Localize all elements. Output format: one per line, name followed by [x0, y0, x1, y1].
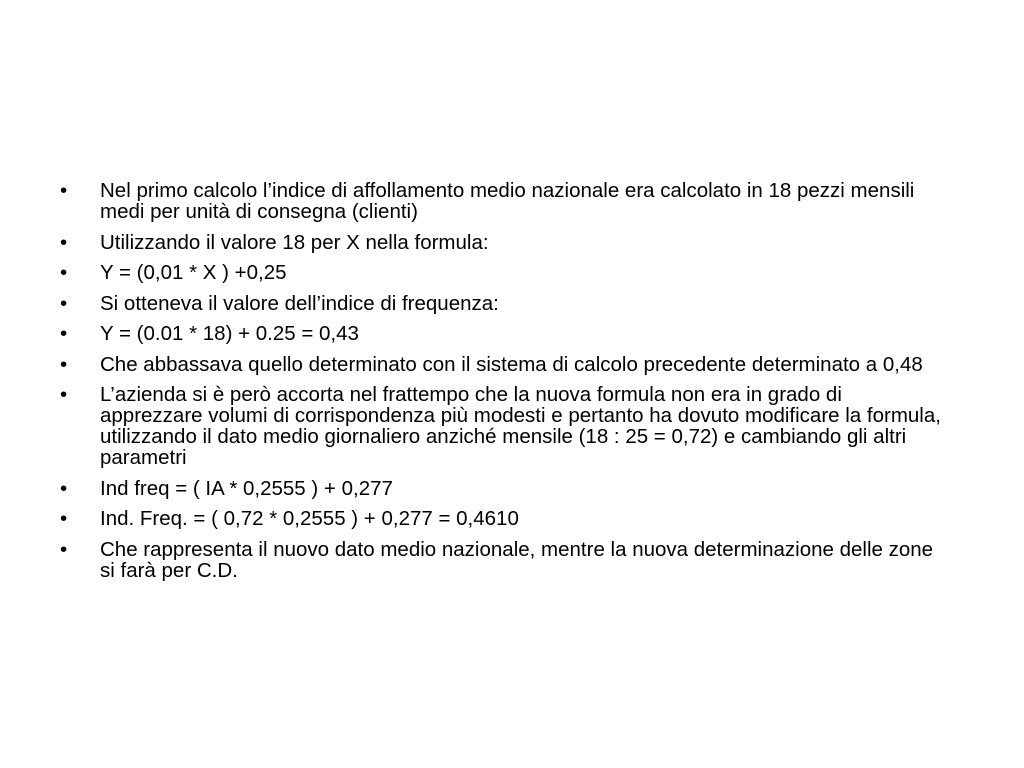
bullet-icon: • [60, 179, 68, 202]
bullet-text: Che rappresenta il nuovo dato medio nazionale, mentre la nuova determinazione delle zone si farà per C.D. [100, 537, 934, 582]
bullet-text: Nel primo calcolo l’indice di affollamento medio nazionale era calcolato in 18 pezzi mensili medi per unità di consegna (clienti) [100, 179, 915, 223]
bullet-icon: • [60, 322, 68, 345]
bullet-list [60, 180, 950, 590]
bullet-text: Ind. Freq. = ( 0,72 * 0,2555 ) + 0,277 = 0,4610 [100, 507, 519, 530]
bullet-item [60, 323, 950, 344]
bullet-text: Ind freq = ( IA * 0,2555 ) + 0,277 [100, 476, 393, 500]
bullet-item [60, 508, 950, 529]
bullet-text: L’azienda si è però accorta nel frattempo che la nuova formula non era in grado di apprezzare volumi di corrispondenza più modesti e pertanto ha dovuto modificare la formula, utilizzando il dato medio giornaliero anziché mensile (18 : 25 = 0,72) e cambiando gli altri parametri [100, 383, 941, 469]
bullet-item [60, 384, 950, 468]
bullet-icon: • [60, 352, 68, 376]
bullet-icon: • [60, 261, 68, 284]
bullet-icon: • [60, 383, 68, 406]
bullet-item [60, 232, 950, 253]
bullet-text: Y = (0.01 * 18) + 0.25 = 0,43 [100, 322, 359, 345]
bullet-text: Y = (0,01 * X ) +0,25 [100, 261, 287, 284]
bullet-icon: • [60, 476, 68, 500]
bullet-item [60, 539, 950, 581]
bullet-item [60, 478, 950, 499]
bullet-item [60, 262, 950, 283]
bullet-icon: • [60, 507, 68, 530]
bullet-icon: • [60, 291, 68, 315]
bullet-icon: • [60, 230, 68, 254]
bullet-text: Utilizzando il valore 18 per X nella formula: [100, 230, 489, 254]
bullet-text: Si otteneva il valore dell’indice di frequenza: [100, 291, 499, 315]
bullet-icon: • [60, 537, 68, 561]
bullet-item [60, 354, 950, 375]
bullet-text: Che abbassava quello determinato con il sistema di calcolo precedente determinato a 0,48 [100, 352, 923, 376]
bullet-item [60, 180, 950, 222]
bullet-item [60, 293, 950, 314]
